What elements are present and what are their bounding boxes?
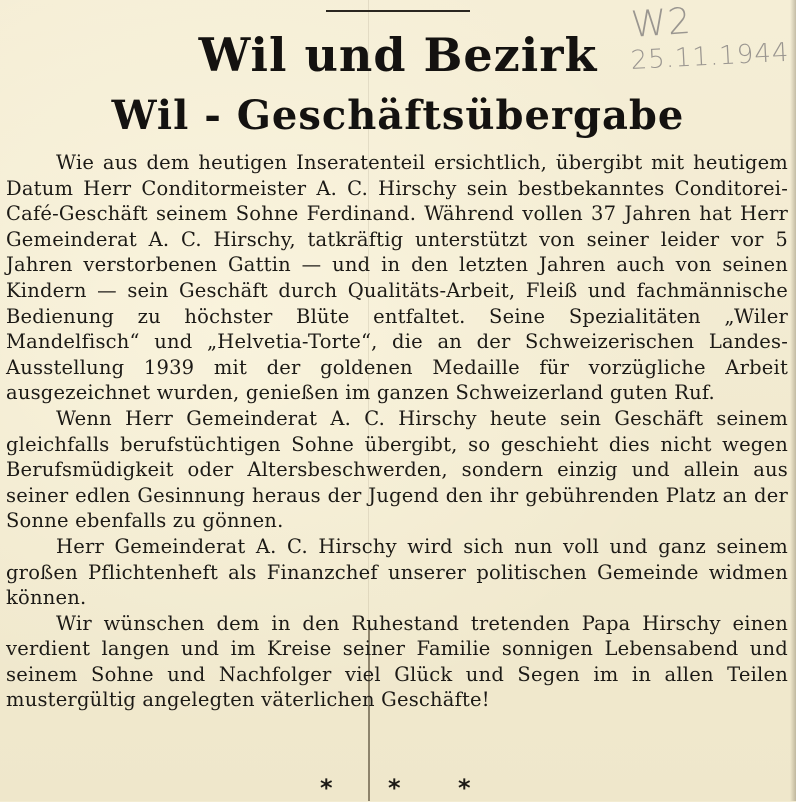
pencil-note-line1: W2	[629, 0, 694, 46]
article-paragraph: Wenn Herr Gemeinderat A. C. Hirschy heute sein Geschäft seinem gleichfalls berufstüchtigen Sohne übergibt, so geschieht dies nicht wegen Berufsmüdigkeit oder Altersbeschwerden, sondern einzig und allein aus seiner edlen Gesinnung heraus der Jugend den ihr gebührenden Platz an der Sonne ebenfalls zu gönnen.	[6, 406, 788, 533]
top-rule	[326, 10, 470, 12]
separator-star: *	[458, 774, 471, 802]
section-headline: Wil und Bezirk	[198, 28, 598, 82]
separator-star: *	[388, 774, 401, 802]
article-paragraph: Wie aus dem heutigen Inseratenteil ersichtlich, übergibt mit heutigem Datum Herr Conditormeister A. C. Hirschy sein bestbekanntes Conditorei-Café-Geschäft seinem Sohne Ferdinand. Während vollen 37 Jahren hat Herr Gemeinderat A. C. Hirschy, tatkräftig unterstützt von seiner leider vor 5 Jahren verstorbenen Gattin — und in den letzten Jahren auch von seinen Kindern — sein Geschäft durch Qualitäts-Arbeit, Fleiß und fachmännische Bedienung zu höchster Blüte entfaltet. Seine Spezialitäten „Wiler Mandelfisch“ und „Helvetia-Torte“, die an der Schweizerischen Landes-Ausstellung 1939 mit der goldenen Medaille für vorzügliche Arbeit ausgezeichnet wurden, genießen im ganzen Schweizerland guten Ruf.	[6, 151, 788, 405]
separator-star: *	[320, 774, 333, 802]
article-body	[6, 150, 788, 713]
article-paragraph: Herr Gemeinderat A. C. Hirschy wird sich nun voll und ganz seinem großen Pflichtenheft als Finanzchef unserer politischen Gemeinde widmen können.	[6, 534, 788, 610]
article-title: Wil - Geschäftsübergabe	[111, 92, 685, 139]
article-paragraph: Wir wünschen dem in den Ruhestand tretenden Papa Hirschy einen verdient langen und im Kreise seiner Familie sonnigen Lebensabend und seinem Sohne und Nachfolger viel Glück und Segen im in allen Teilen mustergültig angelegten väterlichen Geschäfte!	[6, 611, 788, 712]
pencil-note-date: 25.11.1944	[629, 37, 791, 76]
